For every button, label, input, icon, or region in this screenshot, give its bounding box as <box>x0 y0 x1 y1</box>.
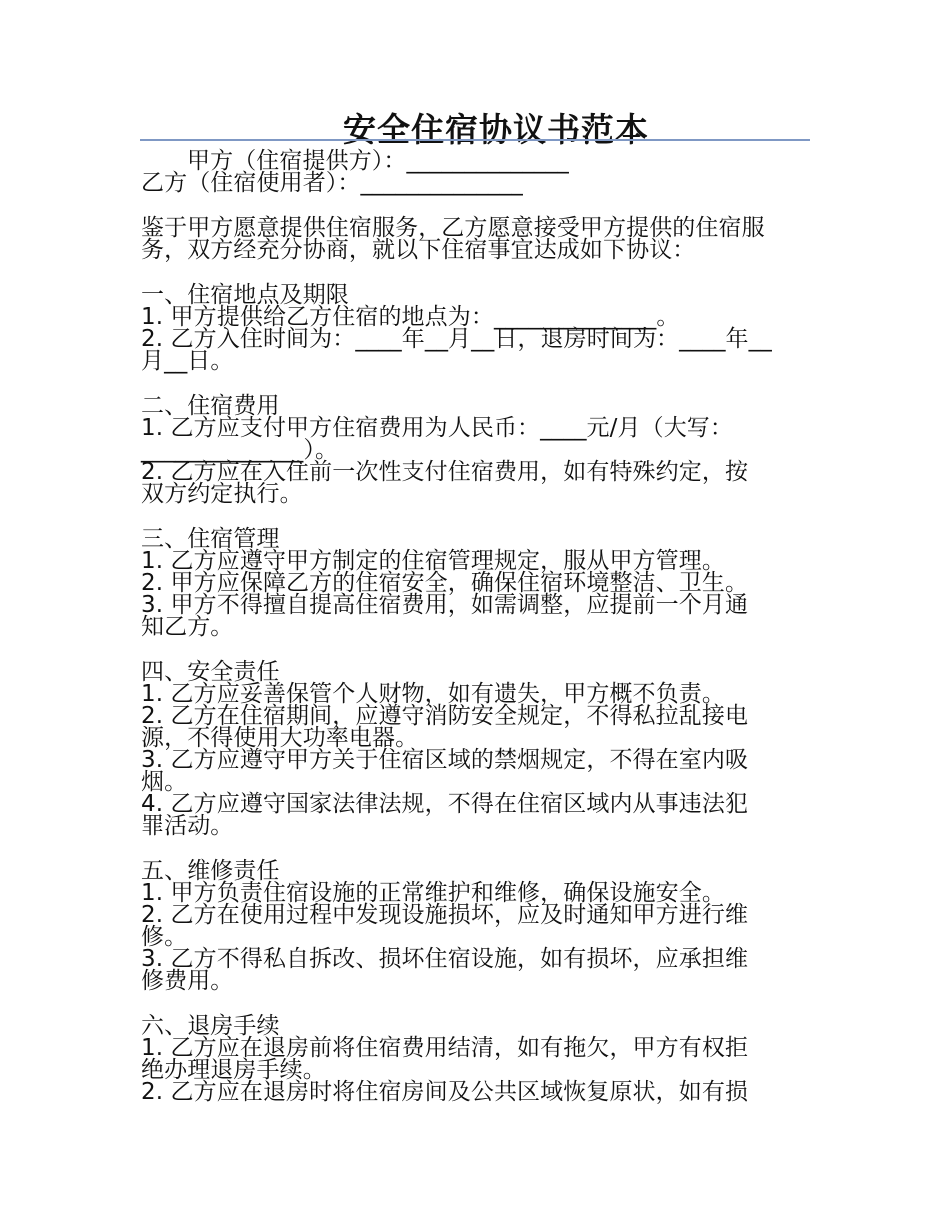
section-heading: 六、退房手续 <box>141 1013 280 1039</box>
clause-line: 2. 乙方应在退房时将住宿房间及公共区域恢复原状，如有损 <box>141 1079 749 1105</box>
preamble-line: 务，双方经充分协商，就以下住宿事宜达成如下协议： <box>141 237 696 263</box>
clause-line: 1. 乙方应支付甲方住宿费用为人民币：____元/月（大写： <box>141 415 734 441</box>
clause-line: 2. 乙方在住宿期间，应遵守消防安全规定，不得私拉乱接电 <box>141 703 749 729</box>
clause-line: 罪活动。 <box>141 813 234 839</box>
clause-line: 源，不得使用大功率电器。 <box>141 725 419 751</box>
clause-line: 3. 乙方应遵守甲方关于住宿区域的禁烟规定，不得在室内吸 <box>141 747 749 773</box>
clause-line: 1. 乙方应遵守甲方制定的住宿管理规定，服从甲方管理。 <box>141 548 725 574</box>
clause-line: 1. 乙方应妥善保管个人财物，如有遗失，甲方概不负责。 <box>141 681 725 707</box>
clause-line: 烟。 <box>141 769 188 795</box>
section-heading: 二、住宿费用 <box>141 393 280 419</box>
preamble-line: 鉴于甲方愿意提供住宿服务，乙方愿意接受甲方提供的住宿服 <box>141 215 765 241</box>
clause-line: 双方约定执行。 <box>141 481 303 507</box>
clause-line: 2. 乙方在使用过程中发现设施损坏，应及时通知甲方进行维 <box>141 902 749 928</box>
clause-line: 3. 甲方不得擅自提高住宿费用，如需调整，应提前一个月通 <box>141 592 749 618</box>
clause-line: 知乙方。 <box>141 614 234 640</box>
clause-line: 绝办理退房手续。 <box>141 1057 326 1083</box>
party-b-line: 乙方（住宿使用者）：______________ <box>141 170 523 196</box>
clause-line: 1. 乙方应在退房前将住宿费用结清，如有拖欠，甲方有权拒 <box>141 1035 749 1061</box>
section-heading: 一、住宿地点及期限 <box>141 282 349 308</box>
clause-line: 1. 甲方负责住宿设施的正常维护和维修，确保设施安全。 <box>141 880 725 906</box>
clause-line: 修费用。 <box>141 968 234 994</box>
clause-line: 1. 甲方提供给乙方住宿的地点为：______________。 <box>141 304 680 330</box>
party-a-line: 甲方（住宿提供方）：______________ <box>187 148 569 174</box>
document-title: 安全住宿协议书范本 <box>343 110 649 149</box>
section-heading: 五、维修责任 <box>141 858 280 884</box>
clause-line: 月__日。 <box>141 348 234 374</box>
title-underline <box>140 139 810 141</box>
clause-line: 2. 乙方入住时间为：____年__月__日，退房时间为：____年__ <box>141 326 772 352</box>
section-heading: 三、住宿管理 <box>141 526 280 552</box>
clause-line: 2. 乙方应在入住前一次性支付住宿费用，如有特殊约定，按 <box>141 459 749 485</box>
clause-line: 修。 <box>141 924 188 950</box>
clause-line: ______________）。 <box>141 437 339 463</box>
document-body <box>141 150 799 1103</box>
section-heading: 四、安全责任 <box>141 659 280 685</box>
clause-line: 4. 乙方应遵守国家法律法规，不得在住宿区域内从事违法犯 <box>141 791 749 817</box>
clause-line: 3. 乙方不得私自拆改、损坏住宿设施，如有损坏，应承担维 <box>141 946 749 972</box>
clause-line: 2. 甲方应保障乙方的住宿安全，确保住宿环境整洁、卫生。 <box>141 570 749 596</box>
